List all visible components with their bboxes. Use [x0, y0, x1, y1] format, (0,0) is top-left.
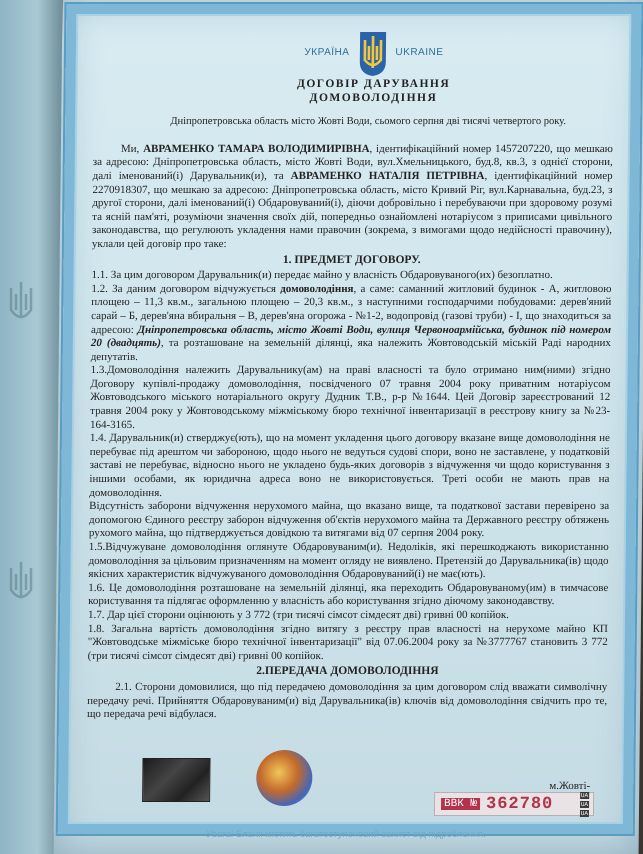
clause-1-4: 1.4. Дарувальник(и) стверджує(ють), що на момент укладення цього договору вказане вище домоволодіння не перебуває під арештом чи забороною, щодо нього не ведуться судові спори, воно не заставлене, у податковій заставі не перебуває, відносно нього не укладено будь-яких договорів з відчуження чи щодо користування з іншими особами, як юридична адреса воно не використовується. Треті особи не мають прав на домоволодіння.: [89, 432, 610, 499]
trident-watermark-icon: [6, 560, 36, 606]
document-page: [54, 0, 643, 854]
donee-name: АВРАМЕНКО НАТАЛІЯ ПЕТРІВНА: [290, 169, 485, 182]
donor-name: АВРАМЕНКО ТАМАРА ВОЛОДИМИРІВНА: [143, 142, 370, 155]
security-notice: Увага! Бланк містить багатоступеневий захист від підроблення.: [206, 829, 486, 840]
place-date: Дніпропетровська область місто Жовті Води, сьомого серпня дві тисячі четвертого року.: [170, 116, 567, 128]
blank-serial-number: [434, 792, 594, 816]
clause-1-4-continued: Відсутність заборони відчуження нерухомого майна, що вказано вище, та податкової застави перевірено за допомогою Єдиного реєстру заборон відчуження об'єктів нерухомого майна та Державного реєстру обтяжень рухомого майна, що підтверджується довідкою та витягами від 07 серпня 2004 року.: [88, 500, 610, 540]
document-body: [87, 28, 614, 722]
document-title-line2: ДОМОВОЛОДІННЯ: [309, 91, 438, 104]
country-ua-label: УКРАЇНА: [304, 47, 350, 59]
document-title-line1: ДОГОВІР ДАРУВАННЯ: [296, 78, 451, 90]
property-address: Дніпропетровська область, місто Жовті Води, вулиця Червоноармійська, будинок під номером 20 (двадцять): [90, 323, 612, 350]
security-hologram-strip: [142, 758, 210, 802]
ua-badges: UA UA UA: [580, 791, 589, 817]
previous-page-edge: [0, 0, 62, 854]
country-en-label: UKRAINE: [395, 47, 444, 59]
clause-1-1: 1.1. За цим договором Дарувальник(и) передає майно у власність Обдаровуваного(их) безоплатно.: [91, 269, 553, 282]
clause-2-1: 2.1. Сторони домовилися, що під передачею домоволодіння за цим договором слід вважати символічну передачу речі. Прийняття Обдаровуваним(и) від Дарувальника(ів) ключів від домоволодіння свідчить про те, що передача речі відбулася.: [86, 680, 608, 721]
section-1-title: 1. ПРЕДМЕТ ДОГОВОРУ.: [282, 253, 421, 266]
clause-1-7: 1.7. Дар цієї сторони оцінюють у 3 772 (три тисячі сімсот сімдесят дві) гривні 00 копійок.: [87, 608, 510, 621]
security-hologram-seal: [256, 750, 313, 806]
clause-1-3: 1.3.Домоволодіння належить Дарувальнику(ам) на праві власності та було отримано ним(ними) згідно Договору купівлі-продажу домоволодіння, посвідченого 07 травня 2004 року приватним нотаріусом Жовтоводського міського нотаріального округу Дудник Т.В., р-р №1644. Цей Договір зареєстрований 12 травня 2004 року у Жовтоводському міжміському бюро технічної інвентаризації в реєстрову книгу за №23-164-3165.: [89, 364, 611, 431]
clause-1-2: 1.2. За даним договором відчужується домоволодіння, а саме: саманний житловий будинок - А, житловою площею – 11,3 кв.м., загальною площею – 20,3 кв.м., з наступними господарчими побудовами: дерев'яний сарай – Б, дерев'яна вбиральня – В, дерев'яна огорожа - №1-2, водопровід (газові труби) - І, що знаходиться за адресою: Дніпропетровська область, місто Жовті Води, вулиця Червоноармійська, будинок під номером 20 (двадцять), та розташоване на земельній ділянці, яка належить Жовтоводській міській Раді народних депутатів.: [90, 282, 612, 363]
clause-1-8: 1.8. Загальна вартість домоволодіння згідно витягу з реєстру прав власності на нерухоме майно КП "Жовтоводське міжміське бюро технічної інвентаризації" від 07.06.2004 року за №3777767 становить 3 772 (три тисячі сімсот сімдесят дві) гривні 00 копійок.: [87, 622, 608, 662]
serial-number: 362780: [485, 794, 554, 814]
trident-emblem-icon: [355, 28, 390, 78]
document-footer: [84, 752, 605, 822]
preamble: Ми, АВРАМЕНКО ТАМАРА ВОЛОДИМИРІВНА, ідентифікаційний номер 1457207220, що мешкаю за адресою: Дніпропетровська область, місто Жовті Води, вул.Хмельницького, буд.8, кв.3, з однієї сторони, далі іменований(і) Дарувальник(и), та АВРАМЕНКО НАТАЛІЯ ПЕТРІВНА, ідентифікаційний номер 2270918307, що мешкаю за адресою: Дніпропетровська область, місто Кривий Ріг, вул.Карнавальна, буд.23, з другої сторони, далі іменований(і) Обдаровуваний(і), діючи добровільно і перебуваючи при здоровому розумі та ясній пам'яті, розуміючи значення своїх дій, попередньо ознайомлені нотаріусом з приписами цивільного законодавства, що регулюють укладення нами правочин (зокрема, з вимогами щодо недійсності правочину), уклали цей договір про таке:: [91, 142, 613, 250]
section-2-title: 2.ПЕРЕДАЧА ДОМОВОЛОДІННЯ: [256, 665, 439, 678]
city-continuation: м.Жовті-: [549, 780, 591, 792]
clause-1-5: 1.5.Відчужуване домоволодіння оглянуте Обдаровуваним(и). Недоліків, які перешкоджають використанню домоволодіння за цільовим призначенням на момент огляду не виявлено. Претензій до Дарувальника(ів) щодо якісних характеристик відчужуваного домоволодіння Обдаровуваний(і) не має(ють).: [88, 541, 609, 581]
clause-1-6: 1.6. Це домоволодіння розташоване на земельній ділянці, яка переходить Обдаровуваному(им) в тимчасове користування та підлягає оформленню у власність або користування згідно діючому законодавству.: [88, 581, 609, 608]
trident-watermark-icon: [6, 280, 36, 326]
document-header: [134, 28, 615, 78]
serial-series: ВВК №: [441, 798, 480, 810]
